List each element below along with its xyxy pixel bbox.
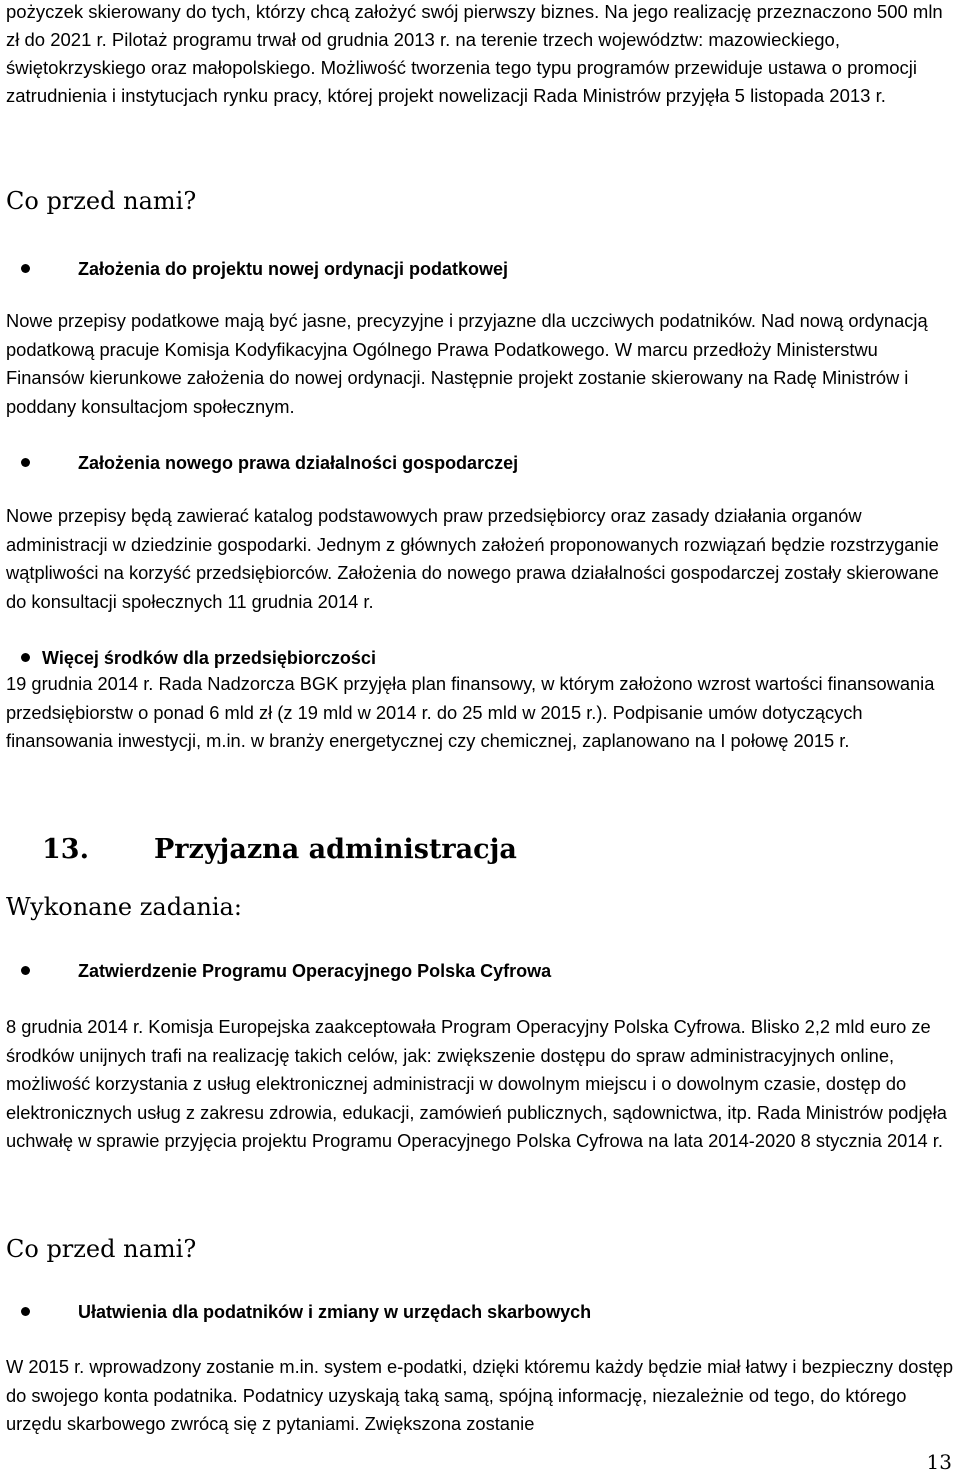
- section-heading-wykonane-zadania: Wykonane zadania:: [6, 893, 242, 921]
- bullet-title: Założenia do projektu nowej ordynacji podatkowej: [78, 259, 509, 279]
- chapter-heading: [42, 833, 517, 867]
- chapter-title: Przyjazna administracja: [154, 834, 517, 865]
- page-number: 13: [926, 1450, 952, 1474]
- paragraph-dzialalnosc: Nowe przepisy będą zawierać katalog podstawowych praw przedsiębiorcy oraz zasady działania organów administracji w dziedzinie gospodarki. Jednym z głównych założeń proponowanych rozwiązań będzie rozstrzyganie wątpliwości na korzyść przedsiębiorców. Założenia do nowego prawa działalności gospodarczej zostały skierowane do konsultacji społecznych 11 grudnia 2014 r.: [6, 505, 939, 612]
- paragraph-srodki: 19 grudnia 2014 r. Rada Nadzorcza BGK przyjęła plan finansowy, w którym założono wzrost wartości finansowania przedsiębiorstw o ponad 6 mld zł (z 19 mld w 2014 r. do 25 mld w 2015 r.). Podpisanie umów dotyczących finansowania inwestycji, m.in. w branży energetycznej czy chemicznej, zaplanowano na I połowę 2015 r.: [6, 673, 935, 752]
- bullet-title: Więcej środków dla przedsiębiorczości: [42, 648, 376, 668]
- bullet-icon: [21, 653, 30, 662]
- bullet-icon: [21, 1307, 30, 1316]
- intro-text: pożyczek skierowany do tych, którzy chcą założyć swój pierwszy biznes. Na jego realizację przeznaczono 500 mln zł do 2021 r. Pilotaż programu trwał od grudnia 2013 r. na terenie trzech województw: mazowieckiego, świętokrzyskiego oraz małopolskiego. Możliwość tworzenia tego typu programów przewiduje ustawa o promocji zatrudnienia i instytucjach rynku pracy, której projekt nowelizacji Rada Ministrów przyjęła 5 listopada 2013 r.: [6, 1, 943, 106]
- bullet-icon: [21, 264, 30, 273]
- bullet-icon: [21, 966, 30, 975]
- bullet-title: Ułatwienia dla podatników i zmiany w urzędach skarbowych: [78, 1302, 592, 1322]
- bullet-title: Założenia nowego prawa działalności gospodarczej: [78, 453, 519, 473]
- chapter-number: 13.: [42, 834, 89, 865]
- bullet-icon: [21, 458, 30, 467]
- section-heading-co-przed-nami-2: Co przed nami?: [6, 1235, 197, 1263]
- intro-paragraph: [6, 0, 956, 110]
- section-heading-co-przed-nami: Co przed nami?: [6, 187, 197, 215]
- bullet-title: Zatwierdzenie Programu Operacyjnego Polska Cyfrowa: [78, 961, 552, 981]
- paragraph-ordynacja: Nowe przepisy podatkowe mają być jasne, precyzyjne i przyjazne dla uczciwych podatników. Nad nową ordynacją podatkową pracuje Komisja Kodyfikacyjna Ogólnego Prawa Podatkowego. W marcu przedłoży Ministerstwu Finansów kierunkowe założenia do nowej ordynacji. Następnie projekt zostanie skierowany na Radę Ministrów i poddany konsultacjom społecznym.: [6, 310, 928, 417]
- paragraph-podatnicy: W 2015 r. wprowadzony zostanie m.in. system e-podatki, dzięki któremu każdy będzie miał łatwy i bezpieczny dostęp do swojego konta podatnika. Podatnicy uzyskają taką samą, spójną informację, niezależnie od tego, do którego urzędu skarbowego zwrócą się z pytaniami. Zwiększona zostanie: [6, 1356, 953, 1435]
- paragraph-polska-cyfrowa: 8 grudnia 2014 r. Komisja Europejska zaakceptowała Program Operacyjny Polska Cyfrowa. Blisko 2,2 mld euro ze środków unijnych trafi na realizację takich celów, jak: zwiększenie dostępu do spraw administracyjnych online, możliwość korzystania z usług elektronicznej administracji w dowolnym miejscu i o dowolnym czasie, dostęp do elektronicznych usług z zakresu zdrowia, edukacji, zamówień publicznych, sądownictwa, itp. Rada Ministrów podjęła uchwałę w sprawie przyjęcia projektu Programu Operacyjnego Polska Cyfrowa na lata 2014-2020 8 stycznia 2014 r.: [6, 1016, 947, 1152]
